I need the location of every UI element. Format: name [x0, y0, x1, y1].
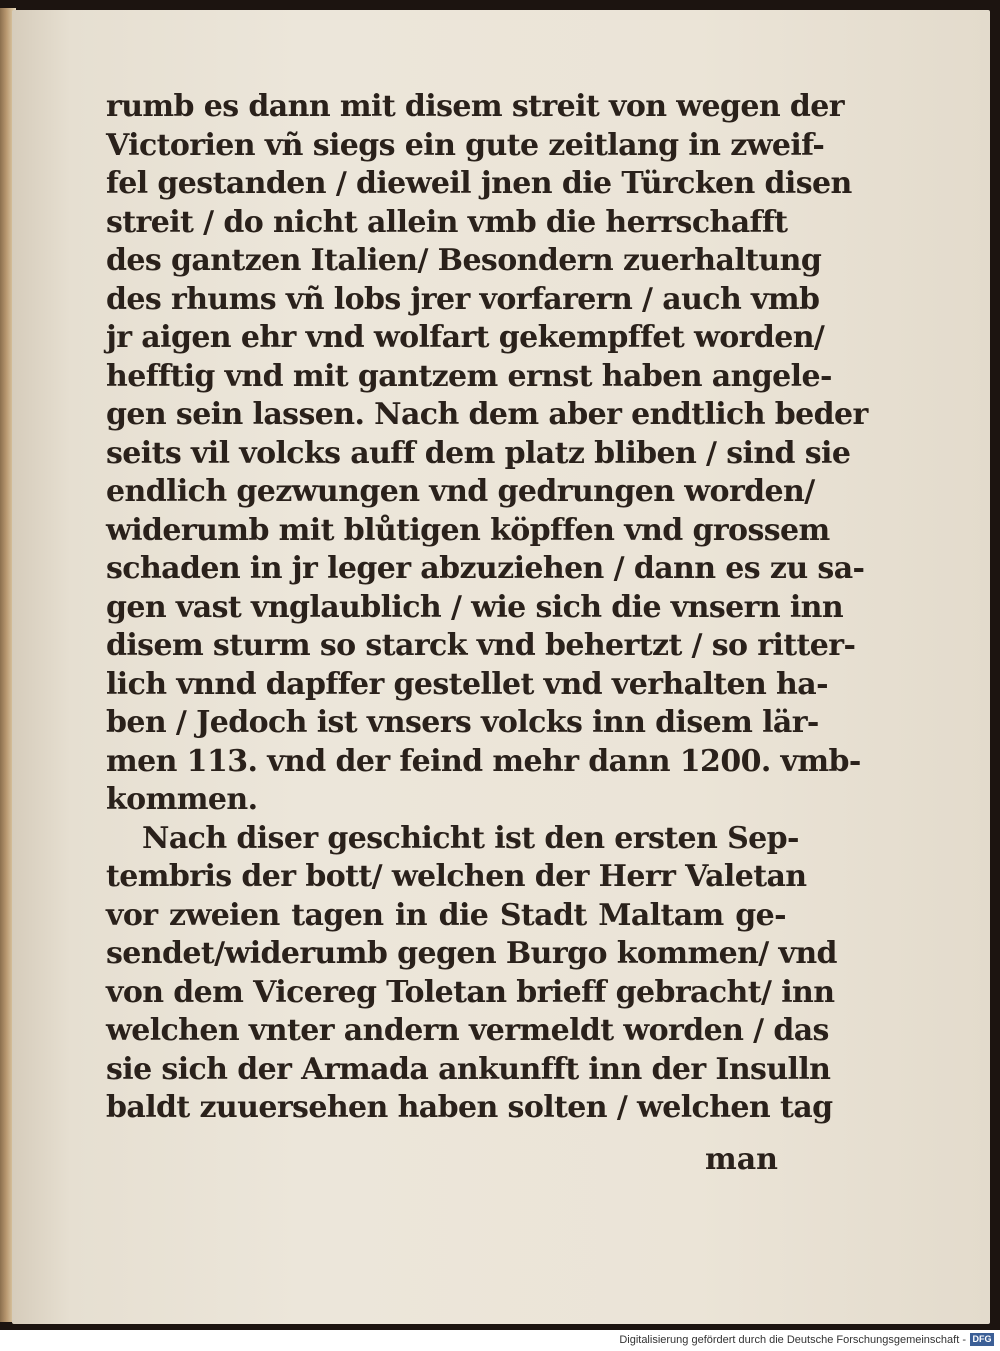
text-line: kommen.	[106, 782, 258, 817]
text-line: von dem Vicereg Toletan brieff gebracht/ inn	[106, 974, 835, 1010]
text-line: men 113. vnd der feind mehr dann 1200. vmb-	[106, 743, 861, 779]
paragraph-start-line: Nach diser geschicht ist den ersten Sep-	[142, 820, 799, 856]
text-line: schaden in jr leger abzuziehen / dann es zu sa-	[106, 551, 865, 586]
text-line: gen vast vnglaublich / wie sich die vnsern inn	[106, 589, 844, 625]
text-line: streit / do nicht allein vmb die herrschafft	[106, 204, 788, 240]
footer-bar	[0, 1330, 1000, 1351]
text-line: hefftig vnd mit gantzem ernst haben angele-	[106, 358, 832, 394]
text-line: jr aigen ehr vnd wolfart gekempffet worden/	[106, 320, 825, 355]
text-line: tembris der bott/ welchen der Herr Valetan	[106, 859, 807, 894]
text-line: baldt zuuersehen haben solten / welchen tag	[106, 1090, 833, 1125]
catchword: man	[705, 1142, 778, 1177]
text-line: rumb es dann mit disem streit von wegen der	[106, 89, 844, 124]
text-line: des rhums vñ lobs jrer vorfarern / auch vmb	[106, 281, 820, 317]
text-line: sie sich der Armada ankunfft inn der Insulln	[106, 1051, 831, 1087]
text-line: vor zweien tagen in die Stadt Maltam ge-	[106, 897, 786, 933]
text-line: fel gestanden / dieweil jnen die Türcken disen	[106, 166, 852, 201]
text-line: des gantzen Italien/ Besondern zuerhaltung	[106, 243, 822, 278]
text-line: sendet/widerumb gegen Burgo kommen/ vnd	[106, 936, 837, 971]
text-line: Victorien vñ siegs ein gute zeitlang in zweif-	[106, 127, 825, 163]
text-line: endlich gezwungen vnd gedrungen worden/	[106, 474, 815, 509]
text-line: disem sturm so starck vnd behertzt / so ritter-	[106, 628, 856, 663]
dfg-logo-icon: DFG	[970, 1333, 994, 1346]
text-line: lich vnnd dapffer gestellet vnd verhalten ha-	[106, 666, 828, 702]
text-line: welchen vnter andern vermeldt worden / das	[106, 1013, 829, 1048]
funding-credit: Digitalisierung gefördert durch die Deutsche Forschungsgemeinschaft -	[619, 1334, 966, 1346]
body-text	[106, 88, 868, 1128]
text-line: widerumb mit blůtigen köpffen vnd grossem	[106, 512, 830, 548]
text-line: gen sein lassen. Nach dem aber endtlich beder	[106, 397, 868, 432]
text-line: seits vil volcks auff dem platz bliben / sind sie	[106, 435, 851, 471]
text-line: ben / Jedoch ist vnsers volcks inn disem lär-	[106, 705, 819, 740]
